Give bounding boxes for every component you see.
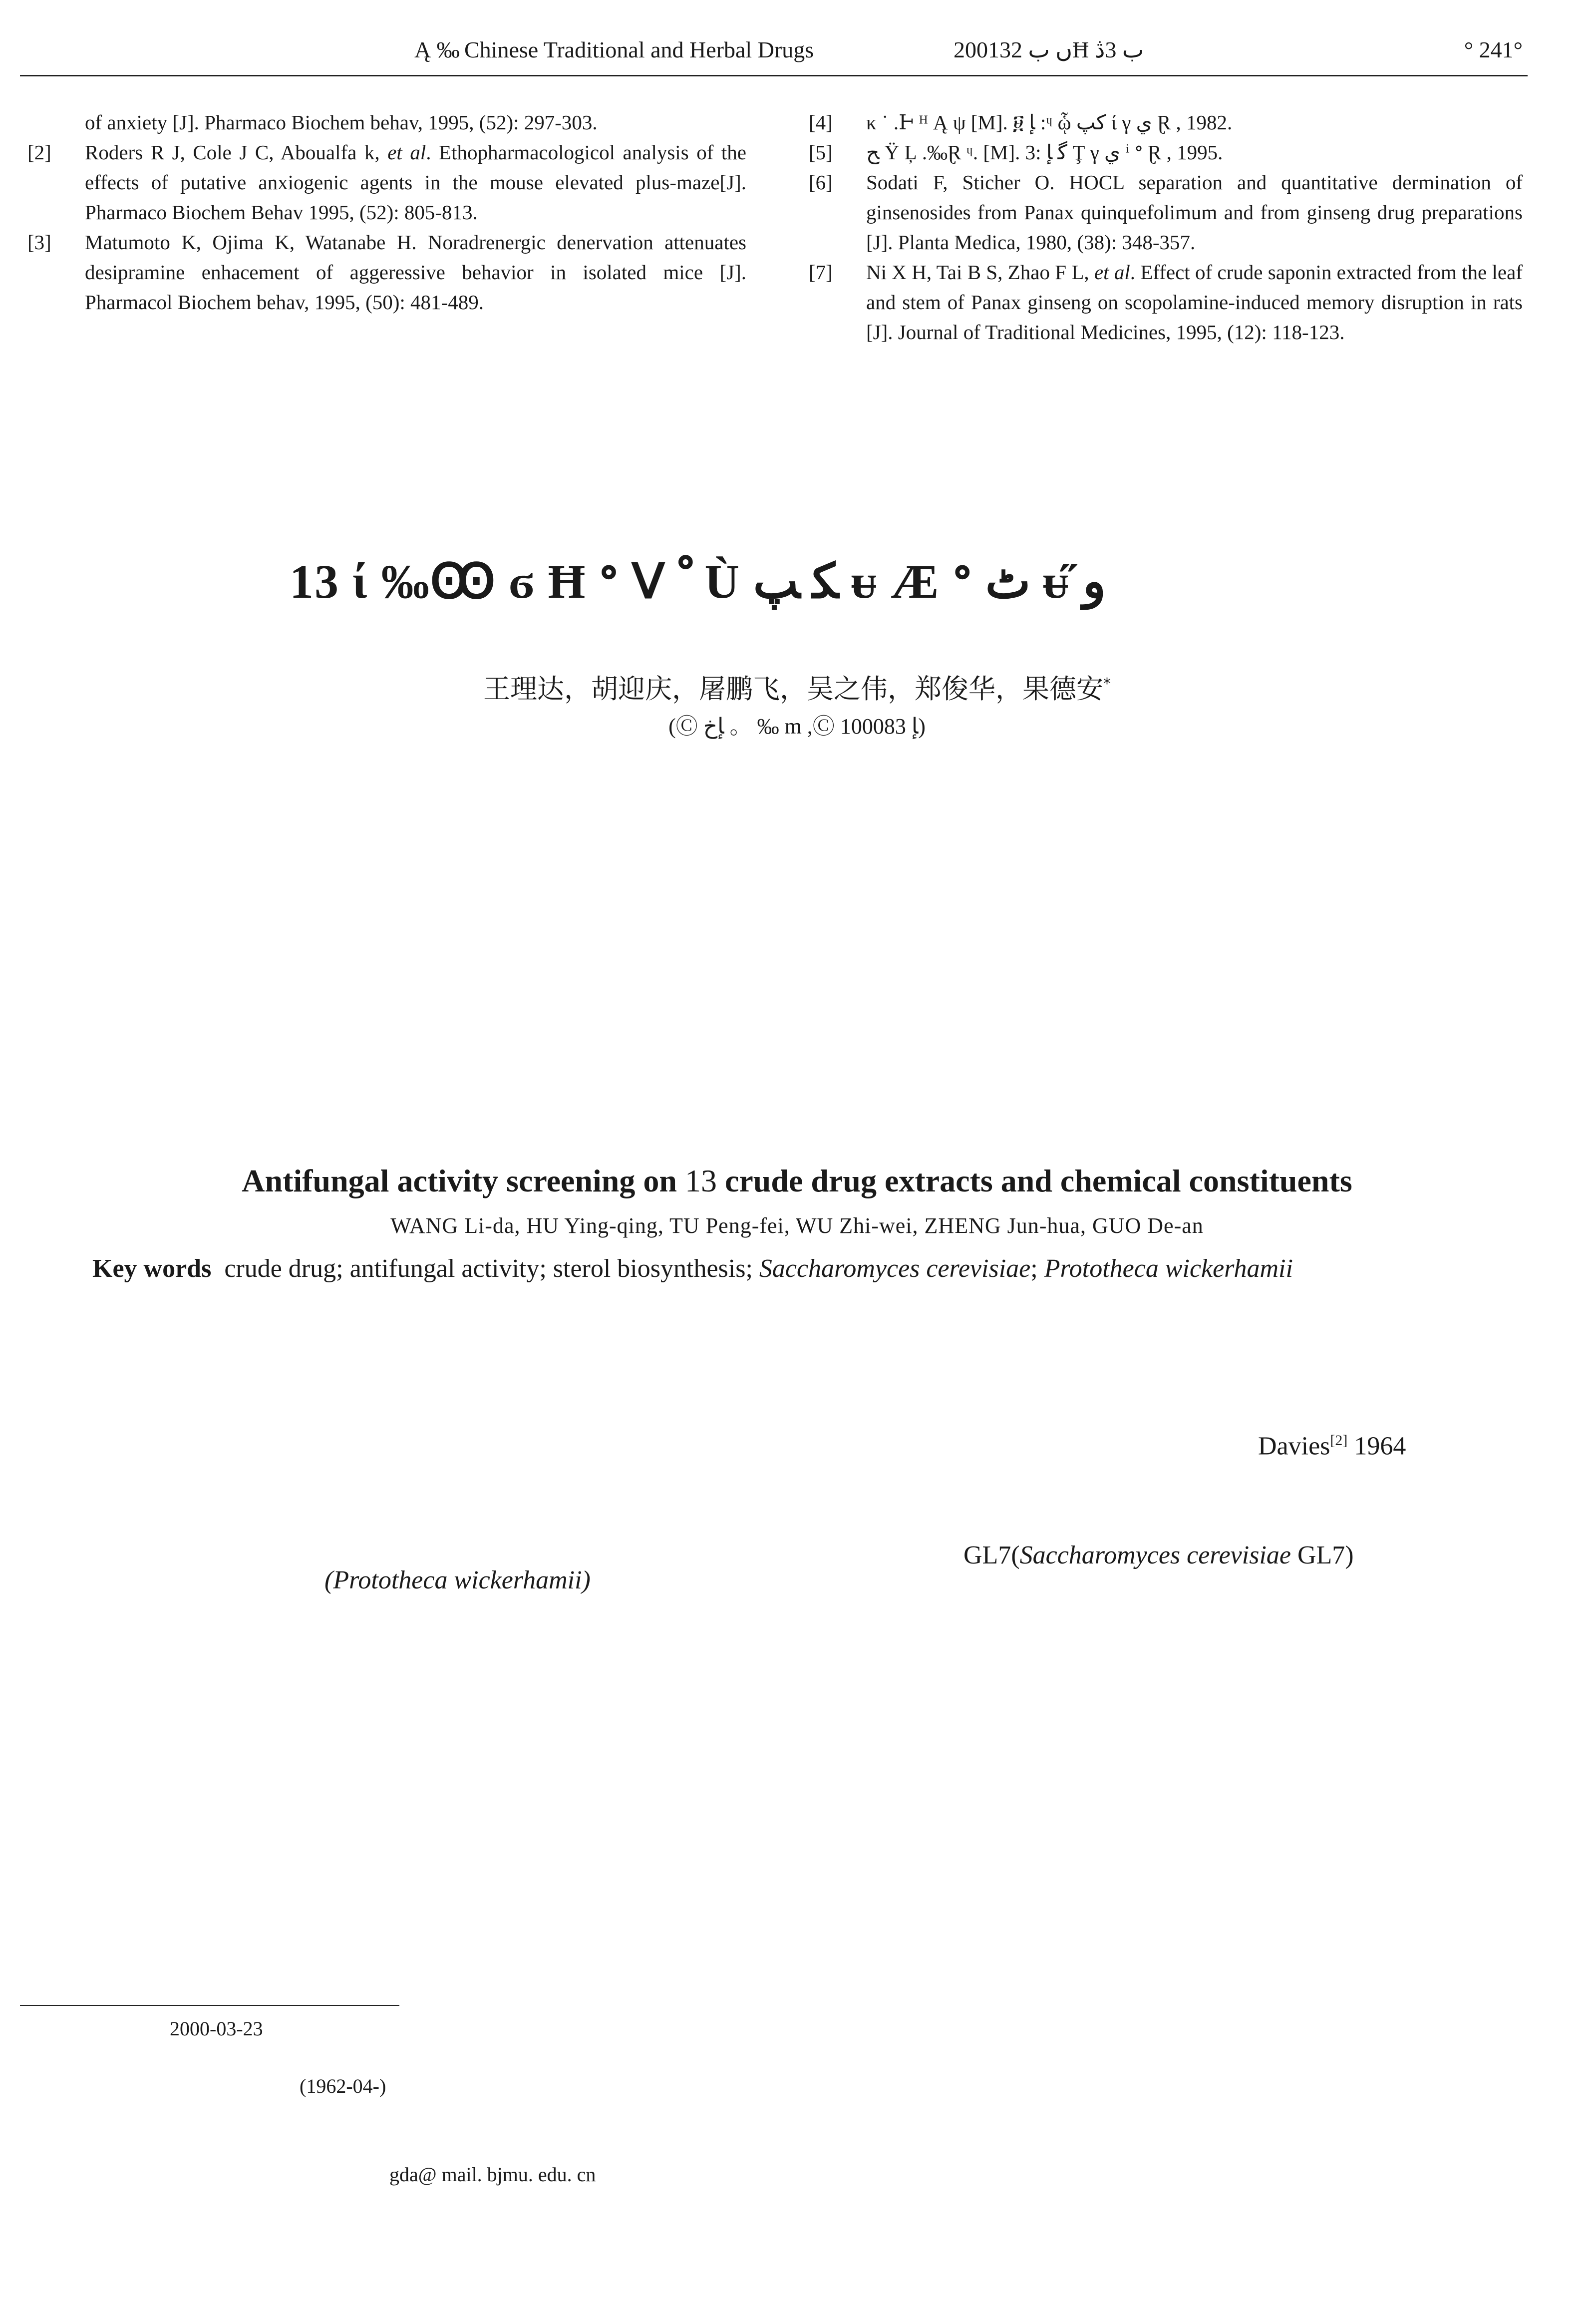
reference-number: [7]: [809, 261, 833, 284]
author-citation: Davies: [1258, 1432, 1330, 1461]
english-authors: WANG Li-da, HU Ying-qing, TU Peng-fei, WU Zhi-wei, ZHENG Jun-hua, GUO De-an: [390, 1213, 1204, 1238]
author-names: 王理达，胡迎庆，屠鹏飞，吴之伟，郑俊华，果德安: [483, 673, 1103, 705]
keywords-text: crude drug; antifungal activity; sterol biosynthesis;: [224, 1254, 753, 1283]
right-references: [809, 107, 1523, 347]
species-name: Saccharomyces cerevisiae: [1019, 1541, 1291, 1569]
keyword-italic: Prototheca wickerhamii: [1044, 1254, 1293, 1283]
english-title-rest: crude drug extracts and chemical constituents: [724, 1163, 1352, 1198]
reference-item: [809, 167, 1523, 257]
reference-text: ﺢ Ÿ Ļ .‰Ɽ ᶣ. [M]. ﮔ ﺈ :3 Ţ γ ﻱ ⁱ ᐤ Ɽ , 1995.: [866, 141, 1223, 164]
header-mark: Ą ‰: [414, 37, 460, 62]
english-title-part: Antifungal activity screening on: [242, 1163, 677, 1198]
reference-item: [27, 227, 746, 317]
reference-number: [2]: [27, 141, 51, 164]
reference-text: Sodati F, Sticher O. HOCL separation and quantitative dermination of ginsenosides from Panax quinquefolimum and from ginseng drug preparations [J]. Planta Medica, 1980, (38): 348-357.: [866, 171, 1523, 254]
keyword-italic: Saccharomyces cerevisiae: [759, 1254, 1031, 1283]
author-list: [0, 664, 1594, 709]
citation-number: [2]: [1330, 1432, 1348, 1449]
issue-info: 2001ں ب 32Ħ ب 3ﮆ: [954, 37, 1144, 62]
species-name: (Prototheca wickerhamii): [324, 1566, 591, 1594]
reference-text-rest: . Ethopharmacologicol analysis of the effects of putative anxiogenic agents in the mouse elevated plus-maze[J]. Pharmaco Biochem Behav 1995, (52): 805-813.: [85, 141, 747, 224]
page-number: ° 241°: [1464, 37, 1523, 62]
english-keywords: [27, 1248, 1540, 1289]
reference-text-rest: . Effect of crude saponin extracted from the leaf and stem of Panax ginseng on scopolamine-induced memory disruption in rats [J]. Journal of Traditional Medicines, 1995, (12): 118-123.: [866, 261, 1523, 344]
footnote-born: (1962-04-): [300, 2075, 386, 2097]
reference-item: [809, 137, 1523, 167]
reference-item: [809, 107, 1523, 137]
article-title: 13 ί ‰Ꙭ ϭ Ħ ᐤ ᐯ ﹾ Ù ﮑ ﭗ ᵾ Æ ᐤ ﭦ ᵾ̋ و: [290, 555, 1106, 608]
reference-text: of anxiety [J]. Pharmaco Biochem behav, 1995, (52): 297-303.: [85, 111, 598, 134]
reference-item: [809, 257, 1523, 347]
reference-number: [3]: [27, 231, 51, 254]
author-mark: *: [1103, 675, 1111, 693]
keywords-lead: Key words: [92, 1254, 212, 1283]
reference-item: [27, 137, 746, 227]
affiliation: (Ⓒ ﺈﺥ 。 ‰ m ,Ⓒ ﺈ 100083): [668, 714, 926, 739]
reference-text: Matumoto K, Ojima K, Watanabe H. Noradrenergic denervation attenuates desipramine enhacement of aggeressive behavior in isolated mice [J]. Pharmacol Biochem behav, 1995, (50): 481-489.: [85, 231, 746, 314]
reference-etal: et al: [387, 141, 426, 164]
header-rule: [20, 75, 1528, 76]
english-title: [0, 1159, 1594, 1203]
english-title-number: 13: [684, 1163, 717, 1198]
journal-name: Chinese Traditional and Herbal Drugs: [464, 37, 814, 62]
strain-label: GL7(: [963, 1541, 1020, 1569]
reference-text: Ni X H, Tai B S, Zhao F L,: [866, 261, 1094, 284]
reference-etal: et al: [1094, 261, 1130, 284]
reference-item: [27, 107, 746, 137]
citation-year: 1964: [1354, 1432, 1406, 1461]
footnote-date: 2000-03-23: [170, 2017, 263, 2040]
strain-label: GL7): [1297, 1541, 1354, 1569]
reference-number: [4]: [809, 111, 833, 134]
footnote-rule: [20, 2005, 399, 2006]
reference-text: κ ˙ .Ͱ ᴴ Ą ψ [M]. ፱ ﺈ :ᶣ ᾧ ﮐﭗ ί γ ﻱ Ɽ , 1982.: [866, 111, 1233, 134]
reference-text: Roders R J, Cole J C, Aboualfa k,: [85, 141, 388, 164]
body-left-fragment: [324, 1560, 591, 1600]
footnote-email: gda@ mail. bjmu. edu. cn: [389, 2163, 596, 2186]
reference-number: [5]: [809, 141, 833, 164]
left-references: [27, 107, 746, 317]
reference-number: [6]: [809, 171, 833, 194]
keyword-sep: ;: [1030, 1254, 1038, 1283]
body-right-fragment: [963, 1536, 1354, 1575]
body-right-fragment: [1258, 1421, 1406, 1466]
